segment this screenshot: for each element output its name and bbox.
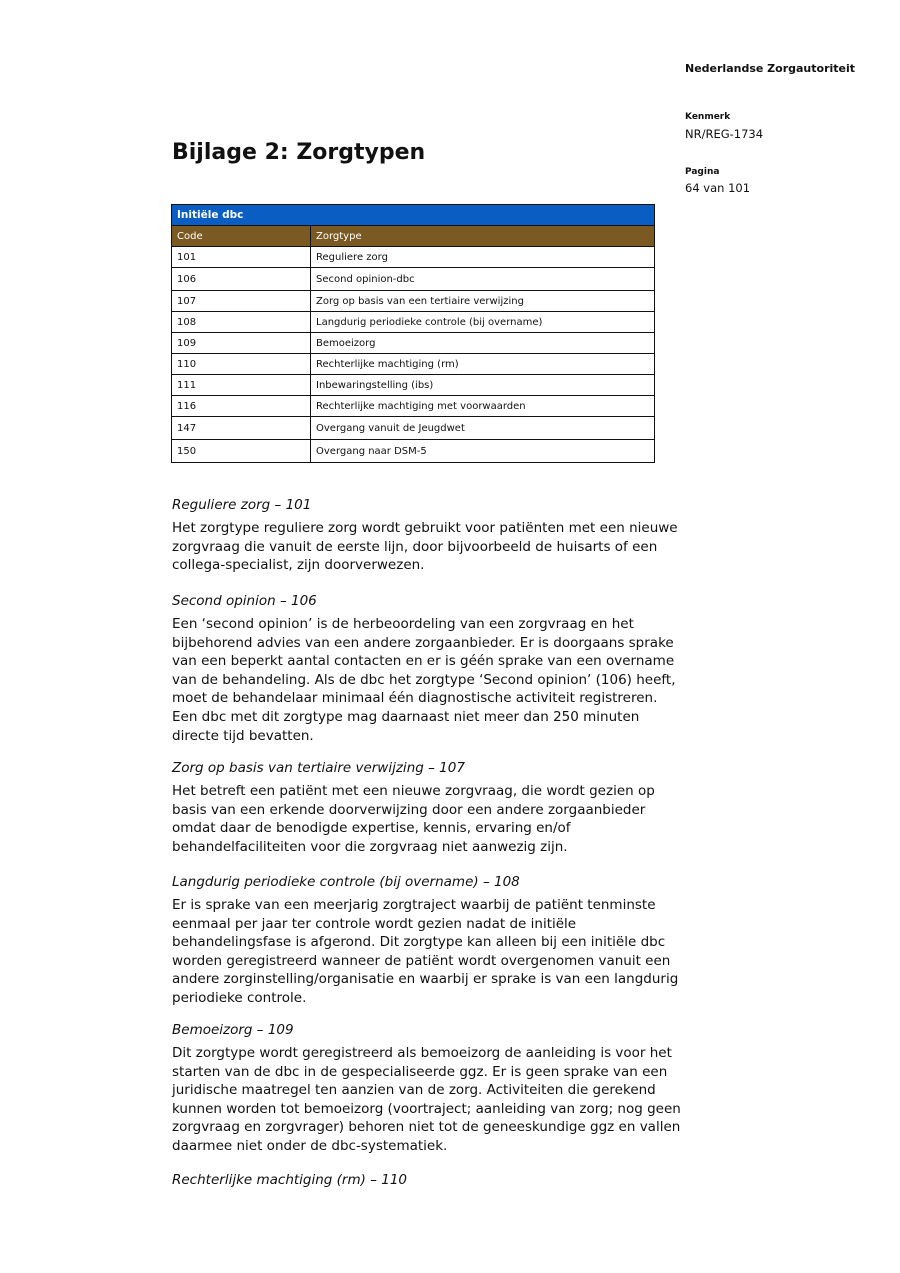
- table-row: [172, 375, 655, 396]
- cell-code: 108: [172, 312, 311, 333]
- section-heading: Zorg op basis van tertiaire verwijzing – 107: [172, 760, 465, 776]
- section-heading: Reguliere zorg – 101: [172, 497, 312, 513]
- cell-code: 150: [172, 440, 311, 463]
- cell-zorgtype: Rechterlijke machtiging (rm): [311, 354, 655, 375]
- section-body: Het betreft een patiënt met een nieuwe zorgvraag, die wordt gezien op basis van een erkende doorverwijzing door een andere zorgaanbieder omdat daar de benodigde expertise, kennis, ervaring en/of behandelfaciliteiten voor die zorgvraag niet aanwezig zijn.: [172, 783, 655, 855]
- table-row: [172, 312, 655, 333]
- section-heading: Bemoeizorg – 109: [172, 1022, 294, 1038]
- pagina-label: Pagina: [685, 167, 720, 177]
- cell-code: 101: [172, 247, 311, 268]
- section-body: Er is sprake van een meerjarig zorgtraject waarbij de patiënt tenminste eenmaal per jaar ter controle wordt gezien nadat de initiële behandelingsfase is afgerond. Dit zorgtype kan alleen bij een initiële dbc worden geregistreerd wanneer de patiënt wordt overgenomen vanuit een andere zorginstelling/organisatie en waarbij er sprake is van een langdurig periodieke controle.: [172, 897, 679, 1006]
- column-header-zorgtype: Zorgtype: [311, 226, 655, 247]
- section-reguliere-zorg: [172, 497, 682, 575]
- section-body: Een ‘second opinion’ is de herbeoordeling van een zorgvraag en het bijbehorend advies van een andere zorgaanbieder. Er is doorgaans sprake van een beperkt aantal contacten en er is géén sprake van een overname van de behandeling. Als de dbc het zorgtype ‘Second opinion’ (106) heeft, moet de behandelaar minimaal één diagnostische activiteit registreren. Een dbc met dit zorgtype mag daarnaast niet meer dan 250 minuten directe tijd bevatten.: [172, 616, 676, 744]
- table-row: [172, 247, 655, 268]
- section-heading: Second opinion – 106: [172, 593, 317, 609]
- kenmerk-value: NR/REG-1734: [685, 127, 764, 141]
- section-heading: Rechterlijke machtiging (rm) – 110: [172, 1172, 407, 1188]
- cell-zorgtype: Reguliere zorg: [311, 247, 655, 268]
- page-title: Bijlage 2: Zorgtypen: [172, 140, 426, 165]
- table-caption-row: [172, 205, 655, 226]
- cell-zorgtype: Rechterlijke machtiging met voorwaarden: [311, 396, 655, 417]
- cell-zorgtype: Bemoeizorg: [311, 333, 655, 354]
- cell-code: 107: [172, 291, 311, 312]
- section-second-opinion: [172, 593, 682, 745]
- cell-code: 106: [172, 268, 311, 291]
- section-bemoeizorg: [172, 1022, 682, 1156]
- table-row: [172, 396, 655, 417]
- cell-code: 111: [172, 375, 311, 396]
- table-row: [172, 440, 655, 463]
- table-caption: Initiële dbc: [172, 205, 655, 226]
- section-rechterlijke-machtiging: [172, 1172, 682, 1194]
- kenmerk-label: Kenmerk: [685, 112, 731, 122]
- cell-code: 109: [172, 333, 311, 354]
- cell-zorgtype: Inbewaringstelling (ibs): [311, 375, 655, 396]
- table-row: [172, 268, 655, 291]
- section-body: Dit zorgtype wordt geregistreerd als bemoeizorg de aanleiding is voor het starten van de dbc in de gespecialiseerde ggz. Er is geen sprake van een juridische maatregel ten aanzien van de zorg. Activiteiten die gerekend kunnen worden tot bemoeizorg (voortraject; aanleiding van zorg; nog geen zorgvraag en zorgvrager) behoren niet tot de geneeskundige ggz en vallen daarmee niet onder de dbc-systematiek.: [172, 1045, 681, 1154]
- section-body: Het zorgtype reguliere zorg wordt gebruikt voor patiënten met een nieuwe zorgvraag die vanuit de eerste lijn, door bijvoorbeeld de huisarts of een collega-specialist, zijn doorverwezen.: [172, 520, 678, 574]
- cell-zorgtype: Overgang vanuit de Jeugdwet: [311, 417, 655, 440]
- cell-code: 116: [172, 396, 311, 417]
- section-langdurig-periodieke-controle: [172, 874, 682, 1008]
- table-row: [172, 417, 655, 440]
- section-tertiaire-verwijzing: [172, 760, 682, 856]
- cell-zorgtype: Second opinion-dbc: [311, 268, 655, 291]
- table-row: [172, 333, 655, 354]
- cell-zorgtype: Zorg op basis van een tertiaire verwijzing: [311, 291, 655, 312]
- zorgtypen-table: [171, 204, 655, 463]
- cell-zorgtype: Overgang naar DSM-5: [311, 440, 655, 463]
- cell-code: 147: [172, 417, 311, 440]
- table-row: [172, 354, 655, 375]
- section-heading: Langdurig periodieke controle (bij overname) – 108: [172, 874, 520, 890]
- column-header-code: Code: [172, 226, 311, 247]
- cell-zorgtype: Langdurig periodieke controle (bij overname): [311, 312, 655, 333]
- organization-name: Nederlandse Zorgautoriteit: [685, 62, 856, 75]
- table-row: [172, 291, 655, 312]
- cell-code: 110: [172, 354, 311, 375]
- pagina-value: 64 van 101: [685, 181, 751, 195]
- table-header-row: [172, 226, 655, 247]
